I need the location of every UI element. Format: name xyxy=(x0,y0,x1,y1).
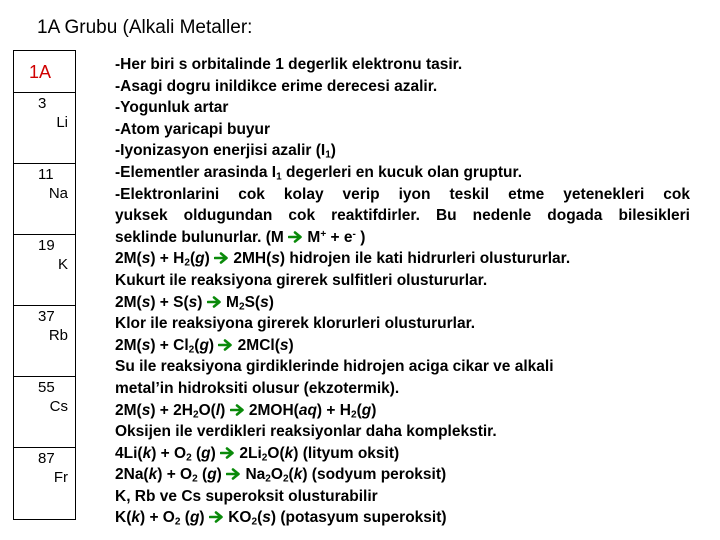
element-symbol: Li xyxy=(56,114,68,131)
text-segment: K( xyxy=(115,509,132,527)
text-line xyxy=(115,119,690,141)
text-segment: ( xyxy=(356,401,362,419)
text-line xyxy=(115,97,690,119)
text-segment: s xyxy=(141,401,151,419)
text-segment: ( xyxy=(194,336,200,354)
subscript: 1 xyxy=(325,149,331,161)
text-segment: M xyxy=(303,228,321,246)
atomic-number: 11 xyxy=(38,166,54,183)
text-segment: 4Li( xyxy=(115,444,143,462)
text-segment: -Atom yaricapi buyur xyxy=(115,120,271,138)
atomic-number: 55 xyxy=(38,379,55,396)
text-segment: ) xyxy=(355,228,366,246)
text-segment: k xyxy=(148,466,158,484)
text-segment: 2MH( xyxy=(229,250,272,268)
text-line xyxy=(115,227,690,249)
group-header: 1A xyxy=(14,51,75,93)
text-segment: ) xyxy=(268,293,274,311)
text-segment: s xyxy=(141,336,151,354)
atomic-number: 3 xyxy=(38,95,47,112)
text-segment: Na xyxy=(241,466,266,484)
text-segment: 2MOH( xyxy=(244,401,299,419)
text-segment: ) (potasyum superoksit) xyxy=(270,509,447,527)
text-segment: KO xyxy=(223,509,252,527)
text-segment: -Her biri s orbitalinde 1 degerlik elektronu tasir. xyxy=(115,56,463,73)
text-segment: ) xyxy=(288,336,294,354)
atomic-number: 19 xyxy=(38,237,55,254)
atomic-number: 87 xyxy=(38,450,55,467)
text-segment: s xyxy=(260,293,269,311)
text-segment: ) xyxy=(371,401,377,419)
text-segment: seklinde bulunurlar. (M xyxy=(115,228,289,246)
subscript: 2 xyxy=(251,516,258,528)
text-segment: Kukurt ile reaksiyona girerek sulfitleri olustururlar. xyxy=(115,271,488,289)
subscript: 2 xyxy=(282,473,289,485)
element-cell xyxy=(14,235,75,306)
subscript: 2 xyxy=(188,344,195,356)
text-line xyxy=(115,464,690,486)
text-segment: O xyxy=(270,466,283,484)
subscript: 2 xyxy=(238,301,245,313)
subscript: 2 xyxy=(192,473,198,485)
text-segment: ) xyxy=(199,509,209,527)
text-segment: ) + H xyxy=(316,401,351,419)
text-line xyxy=(115,140,690,162)
text-line xyxy=(115,184,690,206)
text-segment: M xyxy=(221,293,239,311)
text-segment: s xyxy=(271,250,280,268)
text-segment: ) xyxy=(330,142,336,160)
group-1a-table xyxy=(13,50,76,520)
text-segment: 2M( xyxy=(115,293,142,311)
text-line xyxy=(115,162,690,184)
text-segment: ) hidrojen ile kati hidrurleri olustururlar. xyxy=(279,250,571,268)
text-segment: -Yogunluk artar xyxy=(115,99,229,117)
properties-text xyxy=(115,54,690,529)
subscript: 2 xyxy=(350,409,357,421)
text-line xyxy=(115,443,690,465)
text-segment: ) + O xyxy=(157,466,193,484)
text-segment: ) + O xyxy=(139,509,175,527)
text-line xyxy=(115,54,690,76)
reaction-arrow-icon xyxy=(218,339,233,351)
text-segment: ( xyxy=(197,466,208,484)
text-segment: ) xyxy=(210,444,221,462)
text-line xyxy=(115,421,690,443)
text-segment: Su ile reaksiyona girdiklerinde hidrojen aciga cikar ve alkali xyxy=(115,358,554,376)
text-segment: ( xyxy=(191,444,202,462)
text-segment: ) + Cl xyxy=(150,336,189,354)
text-segment: 2Na( xyxy=(115,466,149,484)
element-symbol: Fr xyxy=(53,469,68,486)
reaction-arrow-icon xyxy=(214,252,229,264)
text-segment: K, Rb ve Cs superoksit olusturabilir xyxy=(115,487,378,505)
reaction-arrow-icon xyxy=(220,447,235,459)
text-segment: 2MCl( xyxy=(233,336,280,354)
text-segment: ) xyxy=(204,250,215,268)
text-segment: ( xyxy=(257,509,263,527)
text-segment: ) xyxy=(197,293,207,311)
element-cell xyxy=(14,306,75,377)
text-segment: k xyxy=(293,466,303,484)
text-segment: yuksek oldugundan cok reaktifdirler. Bu nedenle dogada bilesikleri xyxy=(115,207,690,225)
element-symbol: Na xyxy=(48,185,68,202)
text-segment: g xyxy=(207,466,217,484)
subscript: 2 xyxy=(184,257,190,269)
superscript: + xyxy=(320,228,327,240)
text-line xyxy=(115,400,690,422)
text-line xyxy=(115,356,690,378)
text-segment: k xyxy=(142,444,152,462)
text-segment: g xyxy=(201,444,211,462)
text-segment: ) xyxy=(208,336,219,354)
text-segment: s xyxy=(141,250,151,268)
subscript: 2 xyxy=(192,409,199,421)
text-line xyxy=(115,507,690,529)
text-line xyxy=(115,270,690,292)
text-segment: l xyxy=(215,401,221,419)
reaction-arrow-icon xyxy=(230,404,245,416)
text-segment: g xyxy=(195,250,205,268)
text-segment: ( xyxy=(180,509,190,527)
text-segment: -Elementler arasinda I xyxy=(115,163,277,181)
text-segment: ) + H xyxy=(150,250,185,268)
text-segment: ) xyxy=(220,401,230,419)
text-segment: ) (lityum oksit) xyxy=(293,444,400,462)
subscript: 2 xyxy=(261,452,268,464)
text-segment: ) (sodyum peroksit) xyxy=(302,466,447,484)
text-line xyxy=(115,292,690,314)
superscript: - xyxy=(352,228,356,240)
text-segment: g xyxy=(361,401,372,419)
text-segment: 2M( xyxy=(115,401,142,419)
text-segment: k xyxy=(284,444,294,462)
text-segment: ) + S( xyxy=(150,293,189,311)
text-segment: S( xyxy=(244,293,261,311)
reaction-arrow-icon xyxy=(226,468,241,480)
reaction-arrow-icon xyxy=(288,231,303,243)
text-line xyxy=(115,378,690,400)
subscript: 1 xyxy=(276,171,282,183)
element-cell xyxy=(14,93,75,164)
text-line xyxy=(115,486,690,508)
text-segment: k xyxy=(131,509,140,527)
subscript: 2 xyxy=(265,473,271,485)
element-cell xyxy=(14,448,75,519)
text-line xyxy=(115,335,690,357)
text-segment: ( xyxy=(189,250,196,268)
text-segment: ) xyxy=(216,466,227,484)
element-cell xyxy=(14,377,75,448)
element-symbol: K xyxy=(57,256,68,273)
subscript: 2 xyxy=(186,452,192,464)
text-segment: 2M( xyxy=(115,250,142,268)
text-segment: + e xyxy=(326,228,353,246)
reaction-arrow-icon xyxy=(207,296,222,308)
text-line xyxy=(115,205,690,227)
text-segment: metal’in hidroksiti olusur (ekzotermik). xyxy=(115,379,400,397)
text-segment: O( xyxy=(198,401,216,419)
text-segment: -Elektronlarini cok kolay verip iyon teskil etme yetenekleri cok xyxy=(115,185,690,203)
text-segment: g xyxy=(199,336,209,354)
subscript: 2 xyxy=(174,516,181,528)
text-segment: degerleri en kucuk olan gruptur. xyxy=(281,163,523,181)
text-segment: aq xyxy=(298,401,317,419)
text-segment: ) + O xyxy=(151,444,187,462)
text-segment: s xyxy=(262,509,271,527)
element-cell xyxy=(14,164,75,235)
page-title: 1A Grubu (Alkali Metaller: xyxy=(37,17,253,38)
text-segment: ) + 2H xyxy=(150,401,193,419)
text-segment: s xyxy=(188,293,198,311)
text-segment: Klor ile reaksiyona girerek klorurleri olustururlar. xyxy=(115,315,476,333)
text-segment: g xyxy=(189,509,200,527)
element-symbol: Rb xyxy=(48,327,68,344)
text-line xyxy=(115,76,690,98)
text-segment: s xyxy=(141,293,151,311)
text-segment: Oksijen ile verdikleri reaksiyonlar daha komplekstir. xyxy=(115,423,497,441)
text-segment: 2Li xyxy=(235,444,262,462)
text-segment: -Asagi dogru inildikce erime derecesi azalir. xyxy=(115,77,438,95)
element-symbol: Cs xyxy=(49,398,68,415)
text-segment: -Iyonizasyon enerjisi azalir (I xyxy=(115,142,326,160)
text-line xyxy=(115,248,690,270)
text-line xyxy=(115,313,690,335)
reaction-arrow-icon xyxy=(209,511,224,523)
text-segment: 2M( xyxy=(115,336,142,354)
atomic-number: 37 xyxy=(38,308,55,325)
text-segment: s xyxy=(279,336,289,354)
text-segment: ( xyxy=(288,466,294,484)
text-segment: O( xyxy=(267,444,285,462)
